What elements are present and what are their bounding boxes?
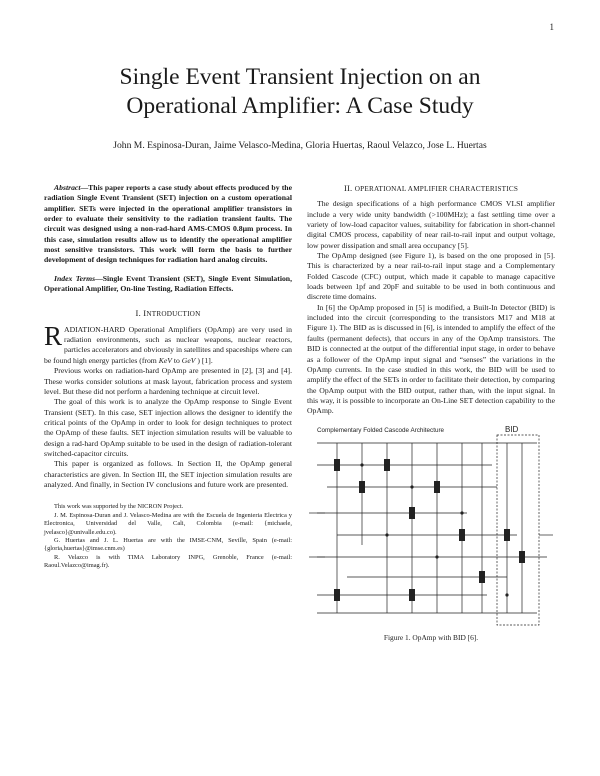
- abstract-text: —This paper reports a case study about effects produced by the radiation Single Event Transient (SET) injection on a custom operational amplifier. SETs were injected in the operational amplifier transistors in order to evaluate their sensitivity to the radiation transient faults. The circuit was designed using a non-rad-hard AMS-CMOS 0.8µm process. In this case, simulation results allow us to identify the operational amplifier most sensitive transistors. This work will form the basis to further development of design techniques for radiation hard analog circuits.: [44, 183, 292, 265]
- intro-p1-text: ADIATION-HARD Operational Amplifiers (OpAmp) are very used in radiation environments, such as nuclear weapons, nuclear reactors, particles accelerators and obviously in satellites and spaceships where can be found high energy particles (from: [44, 324, 292, 365]
- author-list: John M. Espinosa-Duran, Jaime Velasco-Medina, Gloria Huertas, Raoul Velazco, Jose L. Huertas: [113, 140, 487, 151]
- index-terms-text: —Single Event Transient (SET), Single Event Simulation, Operational Amplifier, On-line Testing, Radiation Effects.: [44, 273, 293, 294]
- heading-rest: NTRODUCTION: [146, 310, 201, 319]
- footnote: J. M. Espinosa-Duran and J. Velasco-Medina are with the Escuela de Ingenieria Electrica y Electronica, Universidad del Valle, Cali, Colombia (e-mail: {michaele, jvelasco}@univalle.edu.co).: [44, 511, 292, 536]
- section-heading-opamp: [307, 183, 555, 194]
- unit-kev: KeV: [158, 355, 172, 365]
- section-heading-introduction: [44, 308, 292, 319]
- right-column: [307, 183, 555, 645]
- abstract: [44, 183, 292, 266]
- footnotes: [44, 503, 292, 570]
- figure-label-bid: BID: [505, 424, 519, 434]
- heading-number: I.: [135, 308, 144, 319]
- opamp-paragraph-3: In [6] the OpAmp proposed in [5] is modified, a Built-In Detector (BID) is included into the circuit (corresponding to the transistors M17 and M18 at Figure 1). The BID as is discussed in [6], is intended to amplify the effect of the faults (permanent defects), that occurs in any of the OpAmp transistors. The BID is connected at the output of the differential input stage, in order to behave as a follower of the OpAmp input signal and “senses” the variations in the OpAmp currents. In the case studied in this work, the BID will be used to amplify the effect of the SETs in order to facilitate their detection, by comparing the OpAmp output with the BID output, rather than, with the input signal. In this way, it is possible to incorporate an On-Line SET detection capability to the OpAmp.: [307, 302, 555, 416]
- figure-caption: Figure 1. OpAmp with BID [6].: [383, 632, 479, 642]
- intro-paragraph-1: [44, 320, 292, 366]
- unit-gev: GeV: [181, 355, 196, 365]
- footnote: G. Huertas and J. L. Huertas are with the IMSE-CNM, Seville, Spain (e-mail: {gloria,huertas}@imse.cnm.es): [44, 536, 292, 553]
- index-terms: [44, 274, 292, 295]
- paper-title: [0, 63, 600, 121]
- title-line-1: Single Event Transient Injection on an: [119, 64, 481, 90]
- footnote: This work was supported by the NICRON Project.: [54, 503, 184, 511]
- figure-label-cfc: Complementary Folded Cascode Architecture: [317, 426, 445, 434]
- title-line-2: Operational Amplifier: A Case Study: [126, 93, 474, 119]
- left-column: [44, 183, 292, 571]
- intro-paragraph-2: Previous works on radiation-hard OpAmp are presented in [2], [3] and [4]. These works consider solutions at mask layout, fabrication process and system level. But these did not perform a hardening technique at circuit level.: [44, 366, 292, 396]
- heading-first-letter: I: [143, 308, 147, 319]
- intro-p1-to: to: [171, 355, 182, 365]
- drop-cap: R: [44, 320, 63, 351]
- heading-text: OPERATIONAL AMPLIFIER CHARACTERISTICS: [354, 185, 519, 193]
- opamp-paragraph-1: The design specifications of a high performance CMOS VLSI amplifier include a very wide unity bandwidth (>100MHz); a fast settling time over a variety of low-load capacitor values, suitability for fabrication in short-channel digital CMOS process, capability of near rail-to-rail input and output voltage, low power dissipation and small area occupancy [5].: [307, 199, 555, 250]
- opamp-paragraph-2: The OpAmp designed (see Figure 1), is based on the one proposed in [5]. This is characterized by a near rail-to-rail input stage and a Complementary Folded Cascode (CFC) output, which made it capable to manage capacitive loads between 1pf and 20pF and suitable to be used in both continuous and discrete time domains.: [307, 251, 555, 302]
- abstract-lead: Abstract: [54, 183, 81, 192]
- index-terms-lead: Index Terms: [54, 273, 96, 283]
- footnote: R. Velazco is with TIMA Laboratory INPG, Grenoble, France (e-mail: Raoul.Velazco@imag.fr).: [44, 553, 292, 570]
- figure-1: [307, 425, 555, 645]
- heading-number: II.: [343, 183, 355, 193]
- intro-paragraph-4: This paper is organized as follows. In Section II, the OpAmp general characteristics are given. In Section III, the SET injection simulation results are analyzed. And finally, in Section IV conclusions and future work are presented.: [44, 459, 292, 489]
- intro-paragraph-3: The goal of this work is to analyze the OpAmp response to Single Event Transient (SET). In this case, SET injection allows the designer to identify the critical points of the OpAmp in order to look for design techniques to protect the OpAmp of these faults. SET injection simulation results will be valuable to design a rad-hard OpAmp suitable to be used in the design of radiation-tolerant switched-capacitor circuits.: [44, 397, 292, 458]
- opamp-schematic: [307, 425, 555, 630]
- page-number: 1: [549, 22, 554, 32]
- intro-p1-end: ) [1].: [195, 355, 213, 365]
